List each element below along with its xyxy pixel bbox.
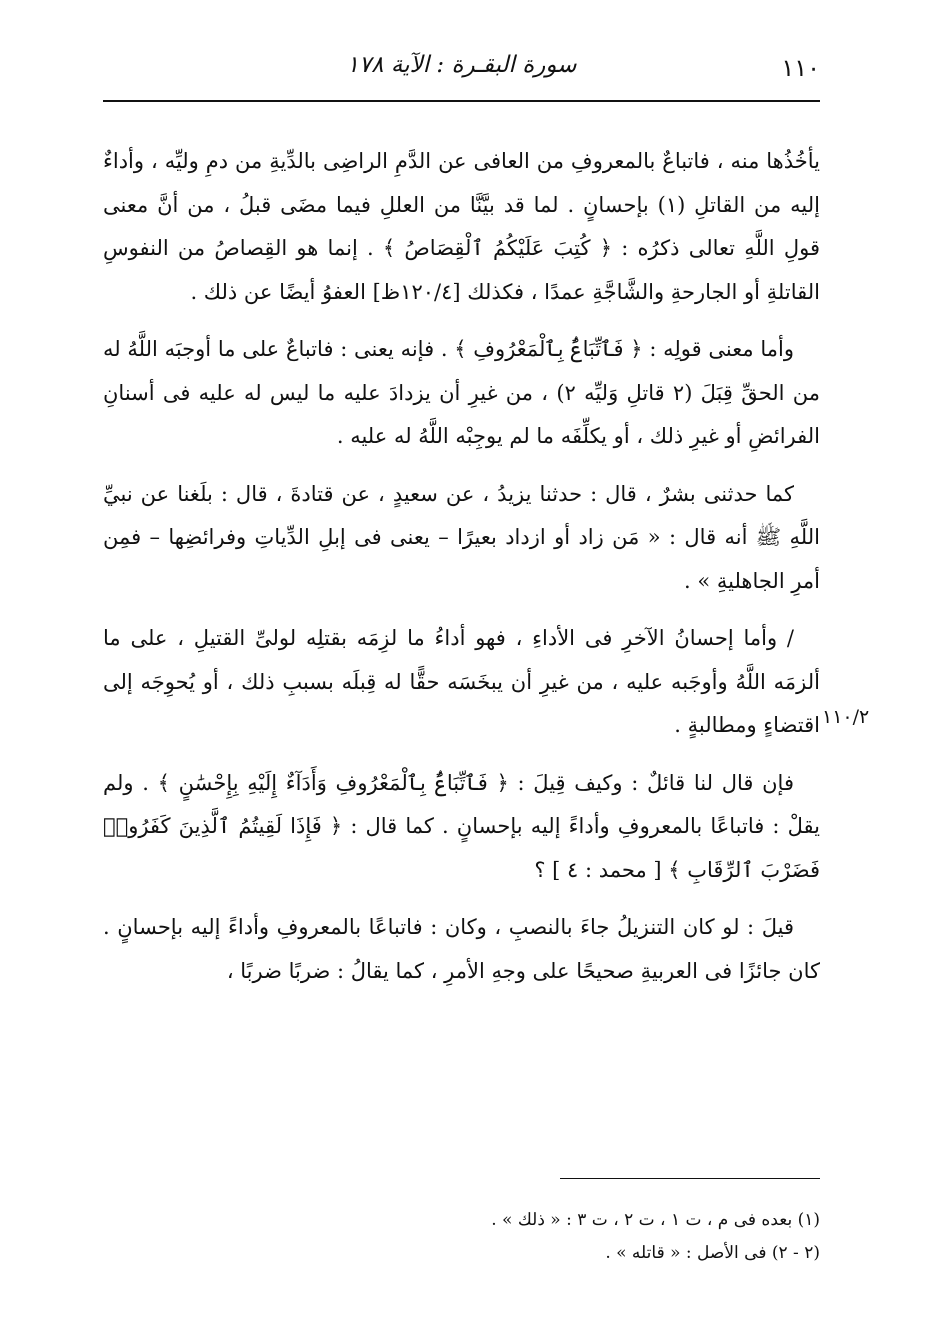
footnotes: [103, 1204, 820, 1270]
page-header: [103, 48, 820, 98]
main-text: [103, 140, 820, 1007]
header-rule: [103, 100, 820, 102]
paragraph: فإن قال لنا قائلٌ : وكيف قِيلَ : ﴿ فَٱتِّبَاعٌۢ بِٱلْمَعْرُوفِ وَأَدَآءٌ إِلَيْهِ بِإِحْسَٰنٍ ﴾ . ولم يقلْ : فاتباعًا بالمعروفِ وأداءً إليه بإحسانٍ . كما قال : ﴿ فَإِذَا لَقِيتُمُ ٱلَّذِينَ كَفَرُوا۟ فَضَرْبَ ٱلرِّقَابِ ﴾ [ محمد : ٤ ] ؟: [103, 770, 820, 882]
paragraph: قيلَ : لو كان التنزيلُ جاءَ بالنصبِ ، وكان : فاتباعًا بالمعروفِ وأداءً إليه بإحسانٍ . كان جائزًا فى العربيةِ صحيحًا على وجهِ الأمرِ ، كما يقالُ : ضربًا ضربًا ،: [103, 915, 820, 983]
page-number: ١١٠: [781, 54, 820, 82]
paragraph: كما حدثنى بشرٌ ، قال : حدثنا يزيدُ ، عن سعيدٍ ، عن قتادةَ ، قال : بلَغنا عن نبيِّ اللَّهِ ﷺ أنه قال : « مَن زاد أو ازداد بعيرًا – يعنى فى إبلِ الدِّياتِ وفرائضِها – فمِن أمرِ الجاهليةِ » .: [103, 481, 820, 593]
paragraph: / وأما إحسانُ الآخرِ فى الأداءِ ، فهو أداءُ ما لزِمَه بقتلِه لولىِّ القتيلِ ، على ما ألزمَه اللَّهُ وأوجَبه عليه ، من غيرِ أن يبخَسَه حقًّا له قِبلَه بسببِ ذلك ، أو يُحوِجَه إلى اقتضاءٍ ومطالبةٍ .: [103, 626, 820, 737]
footnote: (١) بعده فى م ، ت ١ ، ت ٢ ، ت ٣ : « ذلك » .: [491, 1210, 820, 1230]
running-title: سورة البقـرة : الآية ١٧٨: [346, 52, 577, 78]
footnote-rule: [560, 1178, 820, 1179]
paragraph: وأما معنى قولِه : ﴿ فَٱتِّبَاعٌۢ بِٱلْمَعْرُوفِ ﴾ . فإنه يعنى : فاتباعٌ على ما أوجبَه اللَّهُ له من الحقِّ قِبَلَ (٢ قاتلِ وَليِّه ٢) ، من غيرِ أن يزدادَ عليه ما ليس له عليه فى أسنانِ الفرائضِ أو غيرِ ذلك ، أو يكلِّفَه ما لم يوجِبْه اللَّهُ له عليه .: [103, 337, 820, 448]
paragraph: يأخُذُها منه ، فاتباعٌ بالمعروفِ من العافى عن الدَّمِ الراضِى بالدِّيةِ من دمِ وليِّه ، وأداءٌ إليه من القاتلِ (١) بإحسانٍ . لما قد بيَّنَّا من العللِ فيما مضَى قبلُ ، من أنَّ معنى قولِ اللَّهِ تعالى ذكرُه : ﴿ كُتِبَ عَلَيْكُمُ ٱلْقِصَاصُ ﴾ . إنما هو القِصاصُ من النفوسِ القاتلةِ أو الجارحةِ والشَّاجَّةِ عمدًا ، فكذلك [١٢٠/٤ظ] العفوُ أيضًا عن ذلك .: [103, 149, 820, 304]
margin-reference: ١١٠/٢: [822, 706, 870, 728]
footnote: (٢ - ٢) فى الأصل : « قاتله » .: [605, 1243, 820, 1263]
